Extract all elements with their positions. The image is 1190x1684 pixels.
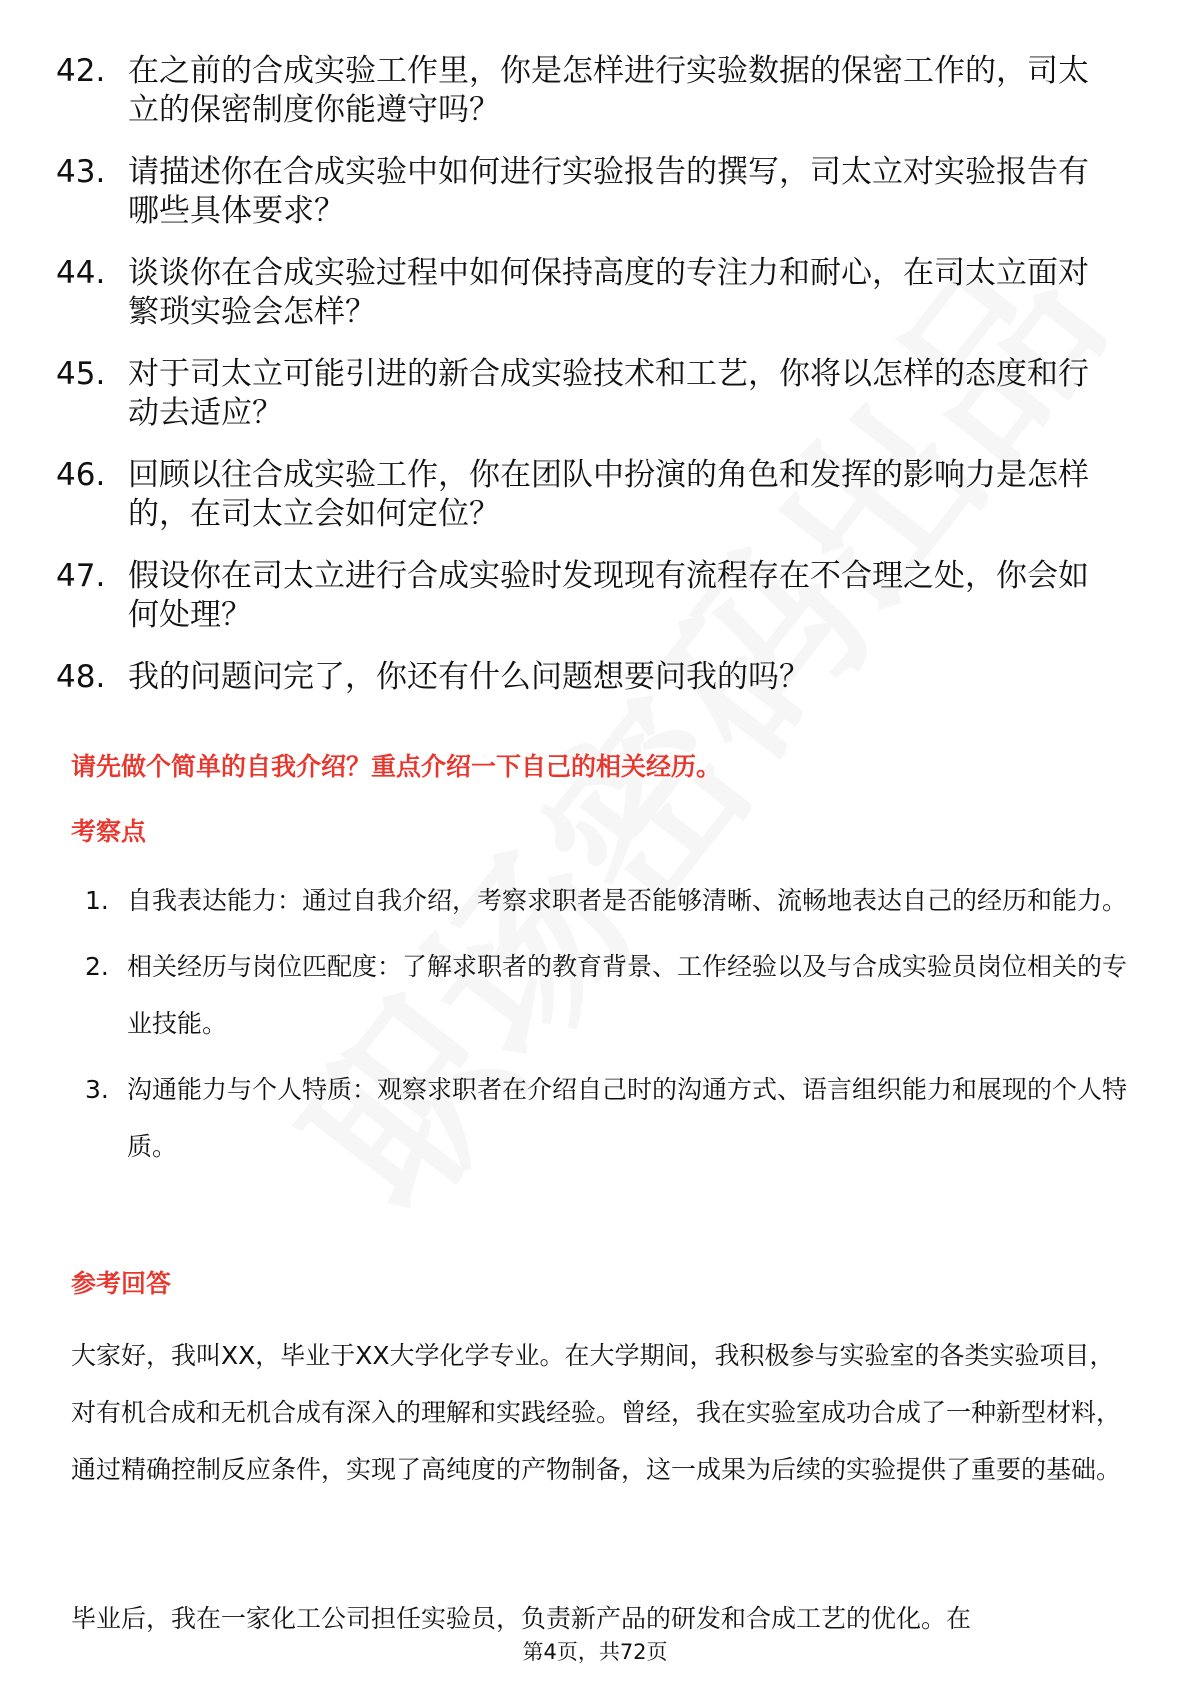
focus-point [71,938,1131,1052]
question-number: 48. [56,659,106,695]
answer-paragraph: 毕业后，我在一家化工公司担任实验员，负责新产品的研发和合成工艺的优化。在 [71,1604,972,1633]
question-item [56,658,1126,697]
question-text: 在之前的合成实验工作里，你是怎样进行实验数据的保密工作的，司太立的保密制度你能遵守吗？ [128,53,1089,128]
answer-section-title: 参考回答 [71,1269,172,1298]
question-item [56,557,1126,635]
question-number: 42. [56,53,106,89]
question-number: 43. [56,154,106,190]
question-item [56,52,1126,130]
question-number: 46. [56,457,106,493]
focus-section-title: 考察点 [71,817,147,846]
question-item [56,153,1126,231]
focus-point-number: 1. [85,886,109,915]
question-text: 对于司太立可能引进的新合成实验技术和工艺，你将以怎样的态度和行动去适应？ [128,356,1089,431]
focus-point [71,1061,1131,1175]
focus-point-text: 自我表达能力：通过自我介绍，考察求职者是否能够清晰、流畅地表达自己的经历和能力。 [127,886,1128,915]
question-item [56,456,1126,534]
question-list [56,52,1126,720]
focus-point-text: 沟通能力与个人特质：观察求职者在介绍自己时的沟通方式、语言组织能力和展现的个人特质。 [127,1075,1128,1161]
focus-point-list [71,872,1131,1184]
question-item [56,254,1126,332]
focus-point-text: 相关经历与岗位匹配度：了解求职者的教育背景、工作经验以及与合成实验员岗位相关的专业技能。 [127,952,1128,1038]
question-text: 假设你在司太立进行合成实验时发现现有流程存在不合理之处，你会如何处理？ [128,558,1089,633]
question-text: 回顾以往合成实验工作，你在团队中扮演的角色和发挥的影响力是怎样的，在司太立会如何定位？ [128,457,1089,532]
question-text: 谈谈你在合成实验过程中如何保持高度的专注力和耐心，在司太立面对繁琐实验会怎样？ [128,255,1089,330]
question-headline: 请先做个简单的自我介绍？重点介绍一下自己的相关经历。 [71,752,722,781]
question-number: 44. [56,255,106,291]
question-number: 47. [56,558,106,594]
focus-point-number: 3. [85,1075,109,1104]
focus-point-number: 2. [85,952,109,981]
question-item [56,355,1126,433]
question-text: 请描述你在合成实验中如何进行实验报告的撰写，司太立对实验报告有哪些具体要求？ [128,154,1089,229]
answer-paragraph: 大家好，我叫XX，毕业于XX大学化学专业。在大学期间，我积极参与实验室的各类实验项目，对有机合成和无机合成有深入的理解和实践经验。曾经，我在实验室成功合成了一种新型材料，通过精确控制反应条件，实现了高纯度的产物制备，这一成果为后续的实验提供了重要的基础。 [71,1341,1122,1484]
question-text: 我的问题问完了，你还有什么问题想要问我的吗？ [128,659,810,695]
page-footer: 第4页，共72页 [522,1640,668,1664]
question-number: 45. [56,356,106,392]
focus-point [71,872,1131,929]
